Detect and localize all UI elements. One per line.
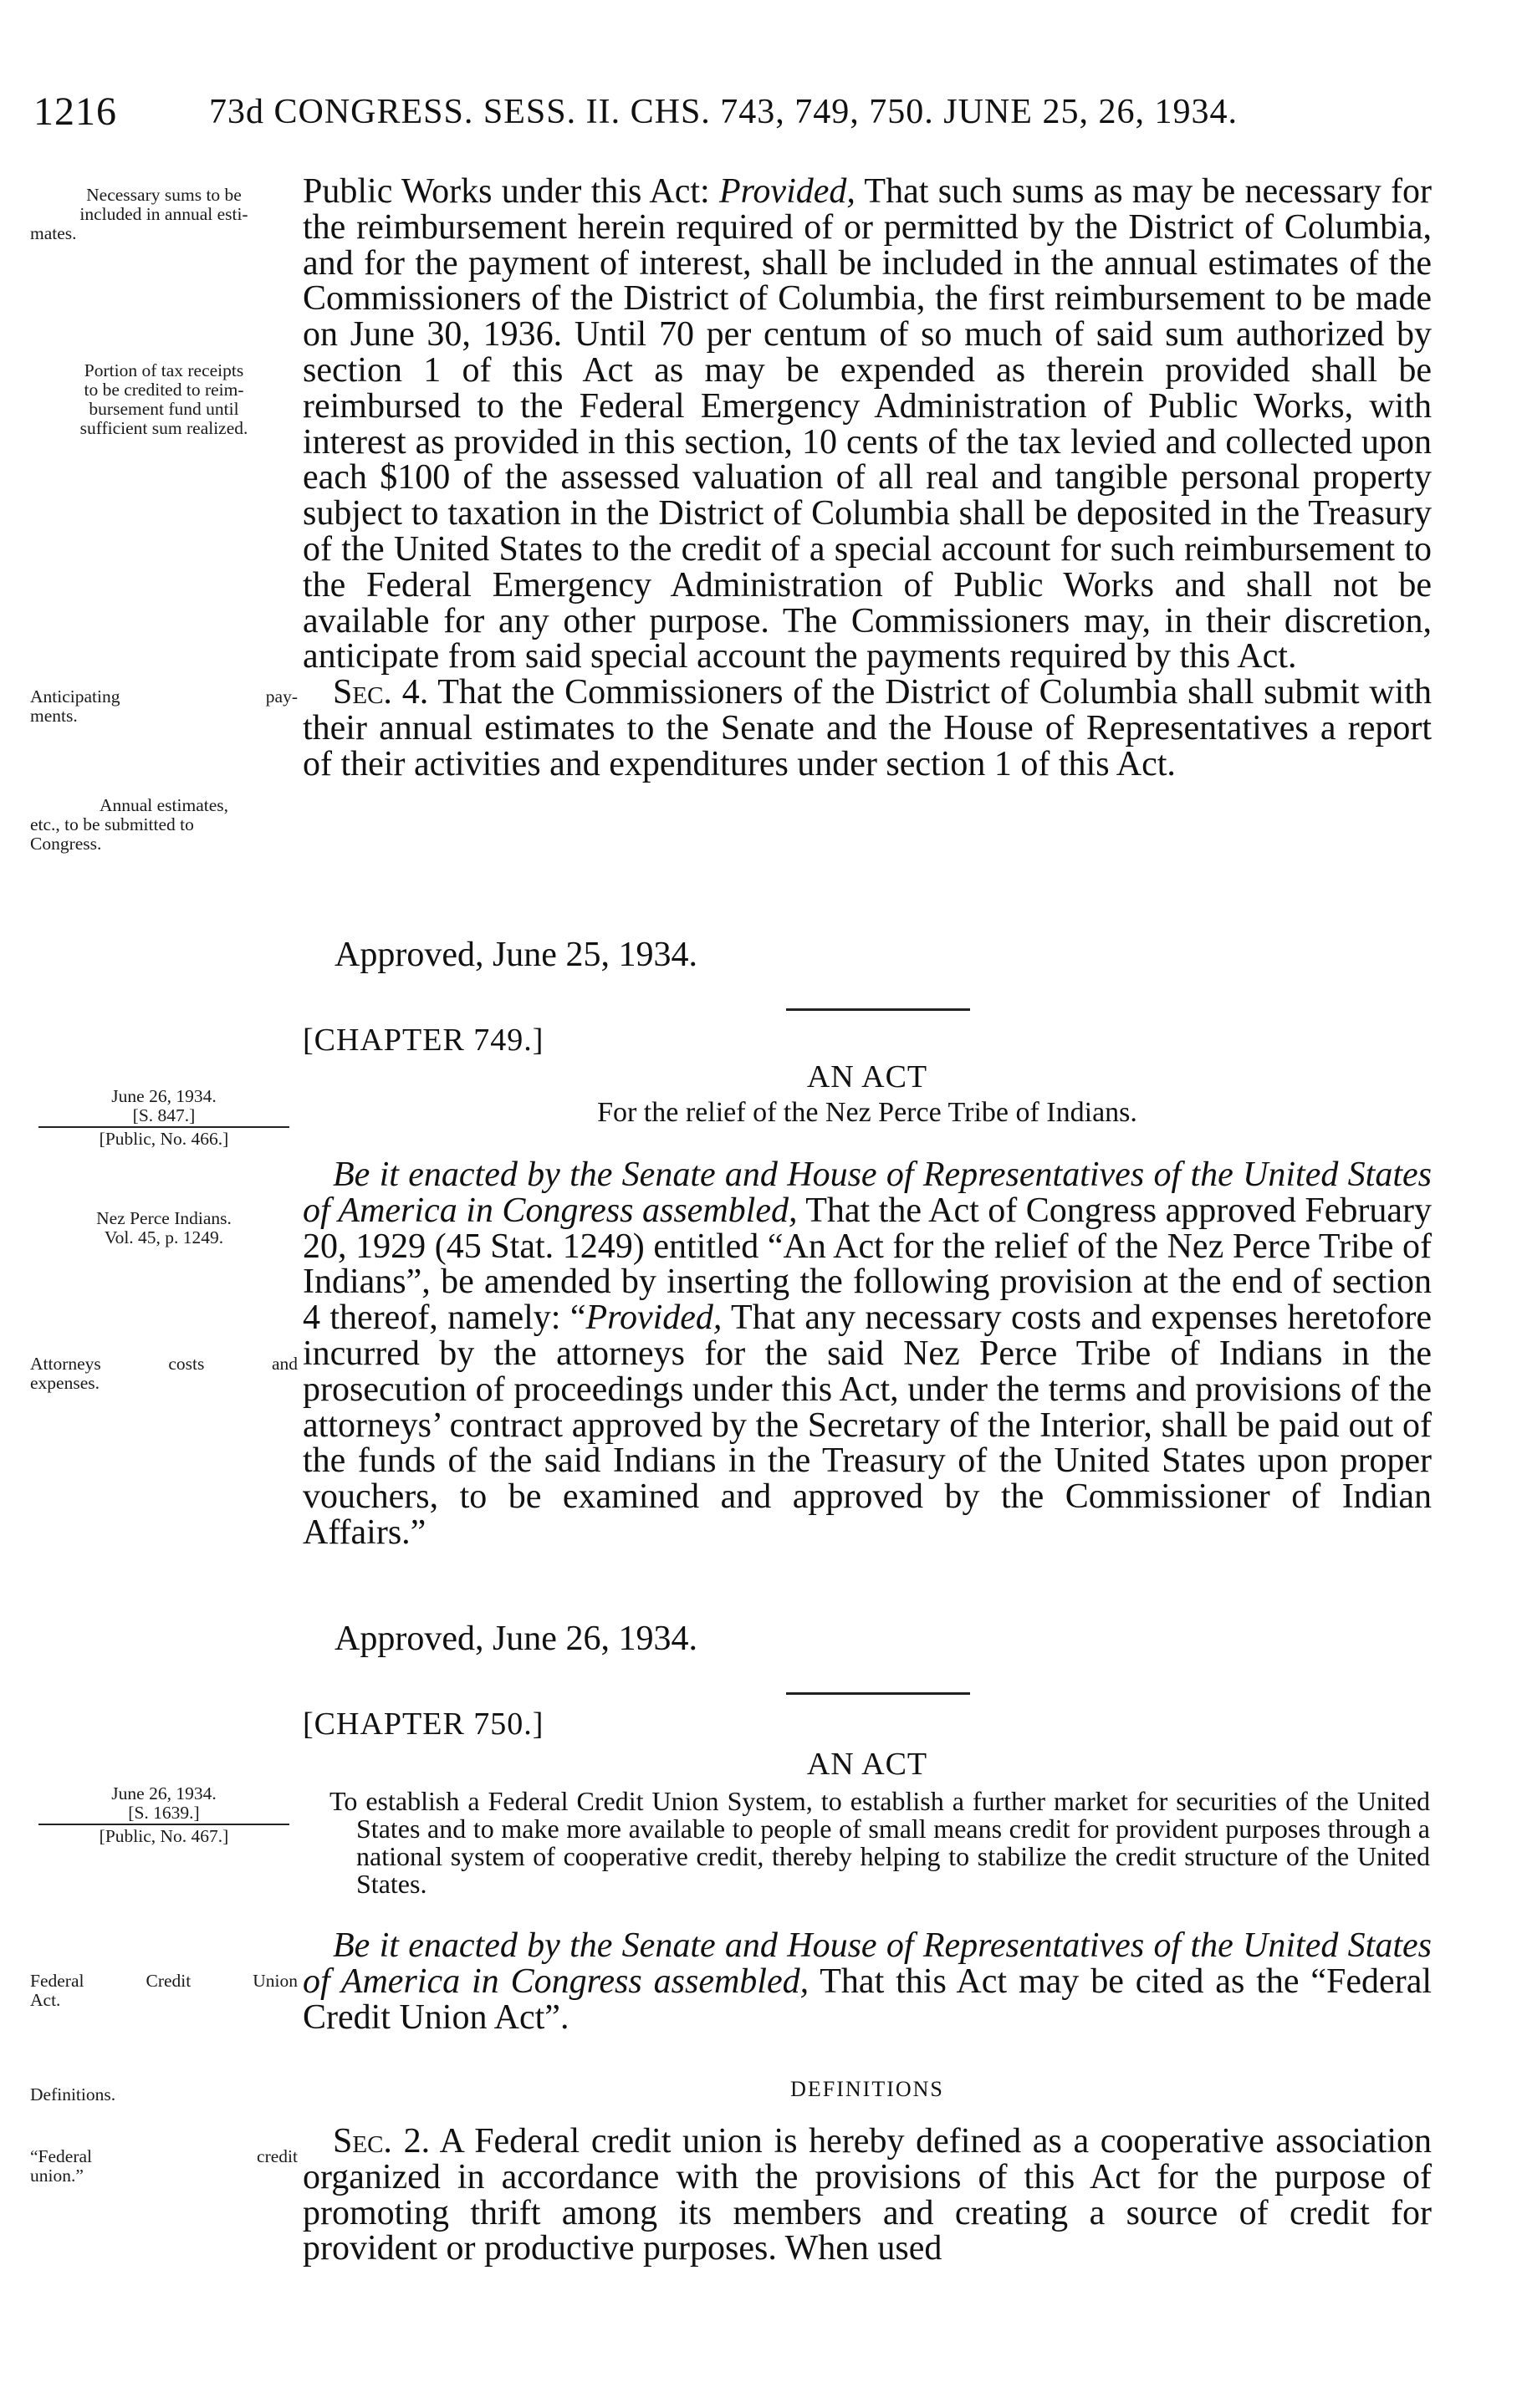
margin-note-nez-perce: Nez Perce Indians. Vol. 45, p. 1249. (96, 1208, 232, 1247)
running-header (33, 89, 1455, 139)
margin-note-fcu-definition: “Federal credit union.” (30, 2146, 298, 2186)
definitions-heading: DEFINITIONS (790, 2077, 944, 2101)
margin-note-tax-receipts: Portion of tax receipts to be credited to reim- bursement fund until sufficient sum realized. (79, 360, 248, 438)
section-2-paragraph: Sec. 2. A Federal credit union is hereby defined as a cooperative association organized in accordance with the provisions of this Act for the purpose of promoting thrift among its members and creating a source of credit for provident or productive purposes. When used (303, 2122, 1432, 2268)
page-number: 1216 (33, 89, 117, 134)
divider (38, 1126, 289, 1128)
chapter-750-body (303, 1928, 1432, 2035)
prior-paragraph: Public Works under this Act: Provided, That such sums as may be necessary for the reimbursement herein required of or permitted by the District of Columbia, and for the payment of interest, shall be included in the annual estimates of the Commissioners of the District of Columbia, the first reimbursement to be made on June 30, 1936. Until 70 per centum of so much of said sum authorized by section 1 of this Act as may be expended as therein provided shall be reimbursed to the Federal Emergency Administration of Public Works, with interest as provided in this section, 10 cents of the tax levied and collected upon each $100 of the assessed valuation of all real and tangible personal property subject to taxation in the District of Columbia shall be deposited in the Treasury of the United States to the credit of a special account for such reimbursement to the Federal Emergency Administration of Public Works and shall not be available for any other purpose. The Commissioners may, in their discretion, anticipate from said special account the payments required by this Act. (303, 172, 1432, 676)
margin-note-annual-estimates: Annual estimates, etc., to be submitted to Congress. (30, 795, 229, 854)
running-head: 73d CONGRESS. SESS. II. CHS. 743, 749, 750. JUNE 25, 26, 1934. (209, 93, 1238, 131)
chapter-749-body (303, 1157, 1432, 1551)
chapter-750-title: To establish a Federal Credit Union System, to establish a further market for securities of the United States and to make more available to people of small means credit for provident purposes through a national system of cooperative credit, thereby helping to stabilize the credit structure of the United States. (329, 1786, 1430, 1899)
chapter-750-an-act: AN ACT (806, 1747, 928, 1782)
chapter-749-label: [CHAPTER 749.] (303, 1023, 544, 1058)
chapter-750-enacting: Be it enacted by the Senate and House of Representatives of the United States of America in Congress assembled, That this Act may be cited as the “Federal Credit Union Act”. (303, 1926, 1432, 2037)
chapter-750-label: [CHAPTER 750.] (303, 1707, 544, 1742)
chapter-divider (786, 1692, 970, 1695)
chapter-749-title: For the relief of the Nez Perce Tribe of Indians. (597, 1097, 1137, 1128)
chapter-749-an-act: AN ACT (806, 1059, 928, 1094)
margin-note-attorneys: Attorneys costs and expenses. (30, 1354, 298, 1393)
margin-note-definitions: Definitions. (30, 2084, 116, 2104)
margin-note-anticipating: Anticipating pay- ments. (30, 686, 298, 726)
section-2-body (303, 2124, 1432, 2267)
margin-note-sums-estimates: Necessary sums to be included in annual esti- mates. (30, 185, 248, 243)
margin-note-ch749-dates: June 26, 1934. [S. 847.] [Public, No. 466.] (30, 1087, 298, 1149)
approved-june-25: Approved, June 25, 1934. (335, 936, 697, 974)
chapter-749-enacting: Be it enacted by the Senate and House of Representatives of the United States of America in Congress assembled, That the Act of Congress approved February 20, 1929 (45 Stat. 1249) entitled “An Act for the relief of the Nez Perce Tribe of Indians”, be amended by inserting the following provision at the end of section 4 thereof, namely: “Provided, That any necessary costs and expenses heretofore incurred by the attorneys for the said Nez Perce Tribe of Indians in the prosecution of proceedings under this Act, under the terms and provisions of the attorneys’ contract approved by the Secretary of the Interior, shall be paid out of the funds of the said Indians in the Treasury of the United States upon proper vouchers, to be examined and approved by the Commissioner of Indian Affairs.” (303, 1156, 1433, 1552)
margin-note-fcu-act: Federal Credit Union Act. (30, 1971, 298, 2010)
prior-section-body (303, 174, 1432, 783)
divider (38, 1824, 289, 1825)
approved-june-26: Approved, June 26, 1934. (335, 1620, 697, 1658)
section-4-paragraph: Sec. 4. That the Commissioners of the District of Columbia shall submit with their annual estimates to the Senate and the House of Representatives a report of their activities and expenditures under section 1 of this Act. (303, 673, 1432, 783)
margin-note-ch750-dates: June 26, 1934. [S. 1639.] [Public, No. 467.] (30, 1784, 298, 1846)
chapter-divider (786, 1008, 970, 1011)
